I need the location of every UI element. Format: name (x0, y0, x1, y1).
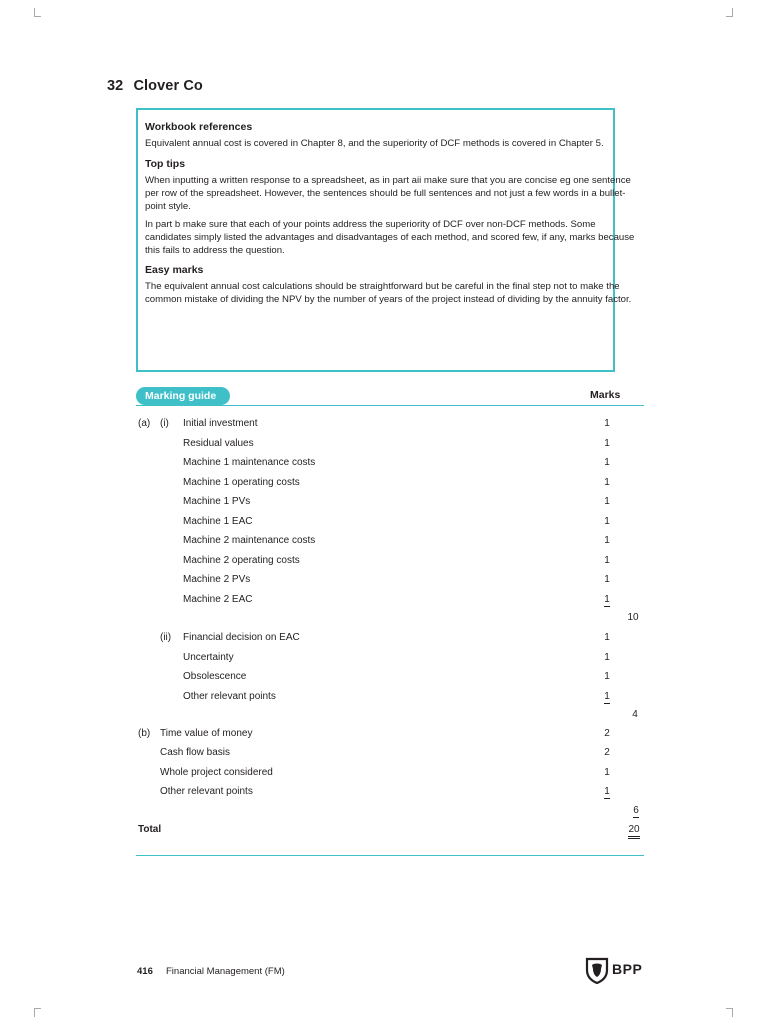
question-title (107, 78, 203, 94)
part-a-ii-item-mark: 1 (604, 690, 610, 702)
part-a-label: (a) (138, 418, 151, 429)
part-a-i-item-mark: 1 (604, 535, 610, 546)
crop-mark-top-right (726, 8, 733, 17)
part-a-ii-item-mark: 1 (604, 651, 610, 663)
part-a-i-item-label: Machine 2 EAC (183, 593, 253, 605)
part-a-i-item-label: Initial investment (183, 418, 258, 429)
part-a-i-item-mark: 1 (604, 457, 610, 468)
part-b-item-mark: 1 (604, 766, 610, 778)
part-a-i-item-label: Machine 2 PVs (183, 574, 251, 585)
part-b-item-label: Other relevant points (160, 785, 253, 797)
part-a-ii-subtotal: 4 (632, 709, 638, 720)
part-a-ii-item-label: Uncertainty (183, 651, 234, 663)
part-a-i-item-mark: 1 (604, 476, 610, 488)
crop-mark-bottom-right (726, 1008, 733, 1017)
bpp-shield-icon (585, 956, 609, 984)
crop-mark-bottom-left (34, 1008, 41, 1017)
part-b-item-mark: 1 (604, 785, 610, 797)
easy-marks-text: The equivalent annual cost calculations should be straightforward but be careful in the final step not to make the common mistake of dividing the NPV by the number of years of the project instead of dividing by the annuity factor. (145, 281, 632, 305)
marking-guide-bottom-rule (136, 855, 644, 856)
part-a-i-item-mark: 1 (604, 418, 610, 429)
part-a-i-item-mark: 1 (604, 496, 610, 507)
part-a-i-item-mark: 1 (604, 574, 610, 585)
total-value: 20 (628, 824, 639, 839)
part-a-i-item-label: Residual values (183, 437, 254, 449)
part-a-i-item-mark: 1 (604, 437, 610, 449)
guidance-box (136, 108, 635, 372)
top-tips-heading: Top tips (145, 158, 186, 170)
part-a-i-subtotal: 10 (627, 612, 639, 623)
part-a-i-item-label: Machine 1 maintenance costs (183, 457, 316, 468)
top-tips-paragraph-2: In part b make sure that each of your points address the superiority of DCF over non-DCF methods. Some candidates simply listed the advantages and disadvantages of each method, and scored few, if any, marks because this fails to address the question. (145, 219, 635, 256)
question-title-text: Clover Co (133, 78, 203, 94)
part-a-ii-item-label: Obsolescence (183, 671, 247, 682)
top-tips-paragraph-1: When inputting a written response to a spreadsheet, as in part aii make sure that you are concise eg one sentence per row of the spreadsheet. However, the sentences should be full sentences and not just a few words in a bullet-point style. (145, 175, 631, 212)
bpp-logo (585, 956, 645, 984)
part-a-i-item-mark: 1 (604, 554, 610, 566)
easy-marks-heading: Easy marks (145, 264, 204, 276)
workbook-references-text: Equivalent annual cost is covered in Chapter 8, and the superiority of DCF methods is covered in Chapter 5. (145, 138, 604, 149)
part-a-i-item-label: Machine 2 operating costs (183, 554, 300, 566)
part-b-subtotal: 6 (633, 805, 639, 816)
part-b-item-label: Time value of money (160, 728, 253, 739)
question-number: 32 (107, 78, 124, 94)
part-a-ii-label: (ii) (160, 632, 172, 643)
workbook-references-heading: Workbook references (145, 121, 253, 133)
book-title: Financial Management (FM) (166, 966, 285, 977)
part-a-i-item-mark: 1 (604, 593, 610, 605)
total-label: Total (138, 824, 162, 835)
part-a-ii-item-mark: 1 (604, 632, 610, 643)
marking-guide-top-rule (136, 405, 644, 406)
part-b-item-mark: 2 (604, 728, 610, 739)
part-a-i-item-mark: 1 (604, 515, 610, 527)
part-b-item-label: Whole project considered (160, 766, 273, 778)
part-a-i-item-label: Machine 2 maintenance costs (183, 535, 316, 546)
part-a-i-item-label: Machine 1 PVs (183, 496, 251, 507)
part-b-item-label: Cash flow basis (160, 747, 231, 759)
page-number: 416 (137, 966, 153, 977)
part-b-item-mark: 2 (604, 747, 610, 759)
part-a-i-item-label: Machine 1 EAC (183, 515, 253, 527)
part-b-label: (b) (138, 728, 151, 739)
part-a-i-item-label: Machine 1 operating costs (183, 476, 300, 488)
part-a-ii-item-label: Other relevant points (183, 690, 276, 702)
bpp-logo-text: BPP (612, 961, 643, 977)
marking-guide-pill: Marking guide (136, 387, 230, 405)
marks-column-heading: Marks (590, 389, 621, 401)
part-a-ii-item-label: Financial decision on EAC (183, 632, 300, 643)
part-a-i-label: (i) (160, 418, 169, 429)
crop-mark-top-left (34, 8, 41, 17)
part-a-ii-item-mark: 1 (604, 671, 610, 682)
